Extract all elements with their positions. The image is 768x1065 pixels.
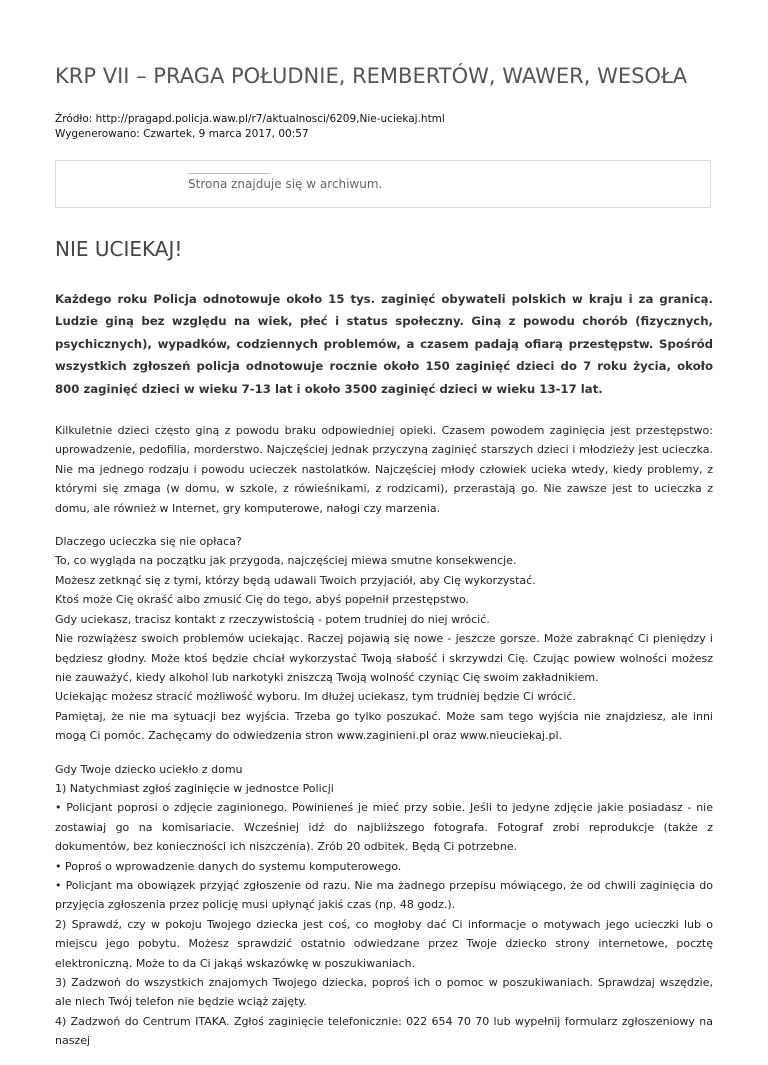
- why-line: Możesz zetknąć się z tymi, którzy będą udawali Twoich przyjaciół, aby Cię wykorzystać.: [55, 573, 536, 587]
- parents-step: 1) Natychmiast zgłoś zaginięcie w jednostce Policji: [55, 781, 334, 795]
- site-title: KRP VII – PRAGA POŁUDNIE, REMBERTÓW, WAWER, WESOŁA: [55, 64, 688, 88]
- why-question: Dlaczego ucieczka się nie opłaca?: [55, 535, 242, 549]
- archive-notice-box: [55, 160, 711, 208]
- archive-divider: [188, 173, 270, 174]
- parents-section: [55, 760, 713, 1051]
- parents-heading: Gdy Twoje dziecko uciekło z domu: [55, 762, 243, 776]
- article-title: NIE UCIEKAJ!: [55, 237, 183, 261]
- why-line: Nie rozwiążesz swoich problemów uciekając. Raczej pojawią się nowe - jeszcze gorsze. Może zabraknąć Ci pieniędzy i będziesz głodny. Może ktoś będzie chciał wykorzystać Twoją słabość i skrzywdzi Cię. Czując powiew wolności możesz nie zauważyć, kiedy alkohol lub narkotyki zniszczą Twoją wolność czyniąc Cię swoim zakładnikiem.: [55, 632, 713, 684]
- parents-step: 3) Zadzwoń do wszystkich znajomych Twojego dziecka, poproś ich o pomoc w poszukiwaniach. Sprawdzaj wszędzie, ale niech Twój telefon nie będzie wciąż zajęty.: [55, 976, 713, 1009]
- article-content: [55, 288, 713, 1065]
- source-url-line: Źródło: http://pragapd.policja.waw.pl/r7/aktualnosci/6209,Nie-uciekaj.html: [55, 113, 445, 125]
- why-line: Gdy uciekasz, tracisz kontakt z rzeczywistością - potem trudniej do niej wrócić.: [55, 612, 490, 626]
- why-line: Uciekając możesz stracić możliwość wyboru. Im dłużej uciekasz, tym trudniej będzie Ci wrócić.: [55, 690, 576, 704]
- parents-step: 4) Zadzwoń do Centrum ITAKA. Zgłoś zaginięcie telefonicznie: 022 654 70 70 lub wypełnij formularz zgłoszeniowy na naszej: [55, 1014, 713, 1048]
- why-section: [55, 532, 713, 745]
- article-intro: Kilkuletnie dzieci często giną z powodu braku odpowiedniej opieki. Czasem powodem zaginięcia jest przestępstwo: uprowadzenie, pedofilia, morderstwo. Najczęściej jednak przyczyną zaginięć starszych dzieci i młodzieży jest ucieczka. Nie ma jednego rodzaju i powodu ucieczek nastolatków. Najczęściej młody człowiek ucieka wtedy, kiedy problemy, z którymi się zmaga (w domu, w szkole, z rówieśnikami, z rodzicami), przerastają go. Nie zawsze jest to ucieczka z domu, ale również w Internet, gry komputerowe, nałogi czy marzenia.: [55, 424, 713, 515]
- why-line: Ktoś może Cię okraść albo zmusić Cię do tego, abyś popełnił przestępstwo.: [55, 593, 470, 607]
- why-line: Pamiętaj, że nie ma sytuacji bez wyjścia. Trzeba go tylko poszukać. Może sam tego wyjścia nie znajdziesz, ale inni mogą Ci pomóc. Zachęcamy do odwiedzenia stron www.zaginieni.pl oraz www.nieuciekaj.pl.: [55, 709, 713, 743]
- parents-step: • Policjant poprosi o zdjęcie zaginionego. Powinieneś je mieć przy sobie. Jeśli to jedyne zdjęcie jakie posiadasz - nie zostawiaj go na komisariacie. Wcześniej idź do najbliższego fotografa. Fotograf zrobi reprodukcje (także z dokumentów, bez konieczności ich niszczenia). Zrób 20 odbitek. Będą Ci potrzebne.: [55, 801, 713, 854]
- generated-date-line: Wygenerowano: Czwartek, 9 marca 2017, 00:57: [55, 128, 309, 140]
- archive-notice-text: Strona znajduje się w archiwum.: [188, 177, 383, 191]
- parents-step: • Poproś o wprowadzenie danych do systemu komputerowego.: [55, 859, 402, 873]
- why-line: To, co wygląda na początku jak przygoda, najczęściej miewa smutne konsekwencje.: [55, 554, 517, 568]
- source-info: [55, 112, 445, 142]
- parents-step: 2) Sprawdź, czy w pokoju Twojego dziecka jest coś, co mogłoby dać Ci informacje o motywach jego ucieczki lub o miejscu jego pobytu. Możesz sprawdzić ostatnio odwiedzane przez Twoje dziecko strony internetowe, pocztę elektroniczną. Może to da Ci jakąś wskazówkę w poszukiwaniach.: [55, 917, 713, 970]
- article-lead: Każdego roku Policja odnotowuje około 15 tys. zaginięć obywateli polskich w kraju i za granicą. Ludzie giną bez względu na wiek, płeć i status społeczny. Giną z powodu chorób (fizycznych, psychicznych), wypadków, codziennych problemów, a czasem padają ofiarą przestępstw. Spośród wszystkich zgłoszeń policja odnotowuje rocznie około 150 zaginięć dzieci do 7 roku życia, około 800 zaginięć dzieci w wieku 7-13 lat i około 3500 zaginięć dzieci w wieku 13-17 lat.: [55, 292, 713, 396]
- parents-step: • Policjant ma obowiązek przyjąć zgłoszenie od razu. Nie ma żadnego przepisu mówiącego, że od chwili zaginięcia do przyjęcia zgłoszenia przez policję musi upłynąć jakiś czas (np. 48 godz.).: [55, 878, 713, 912]
